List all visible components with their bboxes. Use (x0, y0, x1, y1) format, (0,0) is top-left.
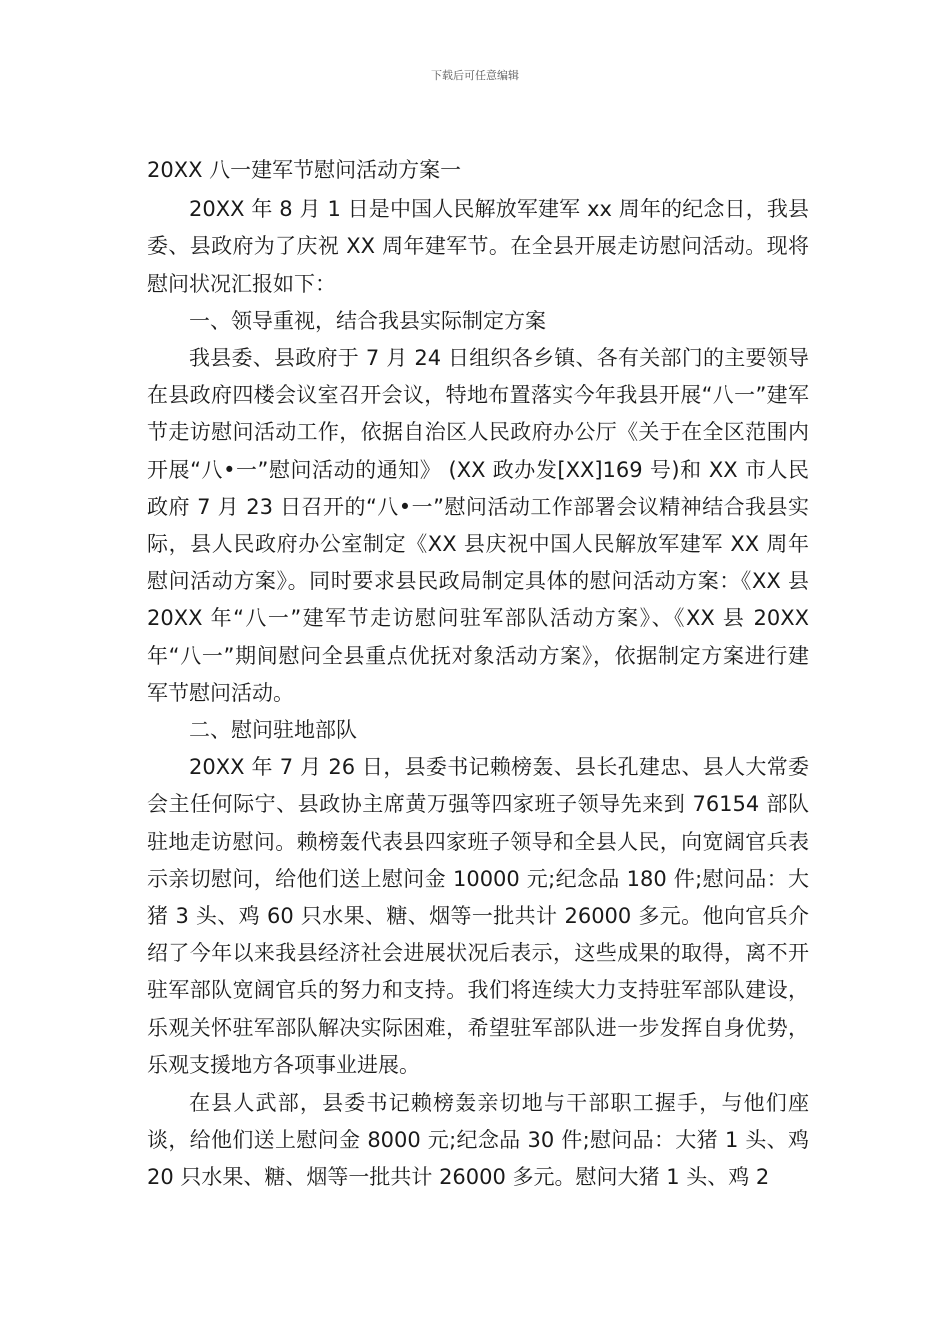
document-body (147, 152, 809, 1197)
paragraph-intro: 20XX 年 8 月 1 日是中国人民解放军建军 xx 周年的纪念日，我县委、县政府为了庆祝 XX 周年建军节。在全县开展走访慰问活动。现将慰问状况汇报如下： (147, 197, 809, 296)
section-heading-1: 一、领导重视，结合我县实际制定方案 (189, 308, 546, 333)
section-heading-2: 二、慰问驻地部队 (189, 718, 357, 743)
paragraph-section-2-continued: 在县人武部，县委书记赖榜轰亲切地与干部职工握手，与他们座谈，给他们送上慰问金 8000 元;纪念品 30 件;慰问品：大猪 1 头、鸡 20 只水果、糖、烟等一批共计 26000 多元。慰问大猪 1 头、鸡 2 (147, 1091, 809, 1190)
header-note: 下载后可任意编辑 (431, 69, 519, 82)
document-title: 20XX 八一建军节慰问活动方案一 (147, 158, 462, 182)
paragraph-section-2: 20XX 年 7 月 26 日，县委书记赖榜轰、县长孔建忠、县人大常委会主任何际宁、县政协主席黄万强等四家班子领导先来到 76154 部队驻地走访慰问。赖榜轰代表县四家班子领导和全县人民，向宽阔官兵表示亲切慰问，给他们送上慰问金 10000 元;纪念品 180 件;慰问品：大猪 3 头、鸡 60 只水果、糖、烟等一批共计 26000 多元。他向官兵介绍了今年以来我县经济社会进展状况后表示，这些成果的取得，离不开驻军部队宽阔官兵的努力和支持。我们将连续大力支持驻军部队建设，乐观关怀驻军部队解决实际困难，希望驻军部队进一步发挥自身优势，乐观支援地方各项事业进展。 (147, 755, 809, 1077)
paragraph-section-1: 我县委、县政府于 7 月 24 日组织各乡镇、各有关部门的主要领导在县政府四楼会议室召开会议，特地布置落实今年我县开展“八一”建军节走访慰问活动工作，依据自治区人民政府办公厅《关于在全区范围内开展“八•一”慰问活动的通知》 (XX 政办发[XX]169 号)和 XX 市人民政府 7 月 23 日召开的“八•一”慰问活动工作部署会议精神结合我县实际，县人民政府办公室制定《XX 县庆祝中国人民解放军建军 XX 周年慰问活动方案》。同时要求县民政局制定具体的慰问活动方案：《XX 县 20XX 年“八一”建军节走访慰问驻军部队活动方案》、《XX 县 20XX 年“八一”期间慰问全县重点优抚对象活动方案》，依据制定方案进行建军节慰问活动。 (147, 346, 809, 705)
